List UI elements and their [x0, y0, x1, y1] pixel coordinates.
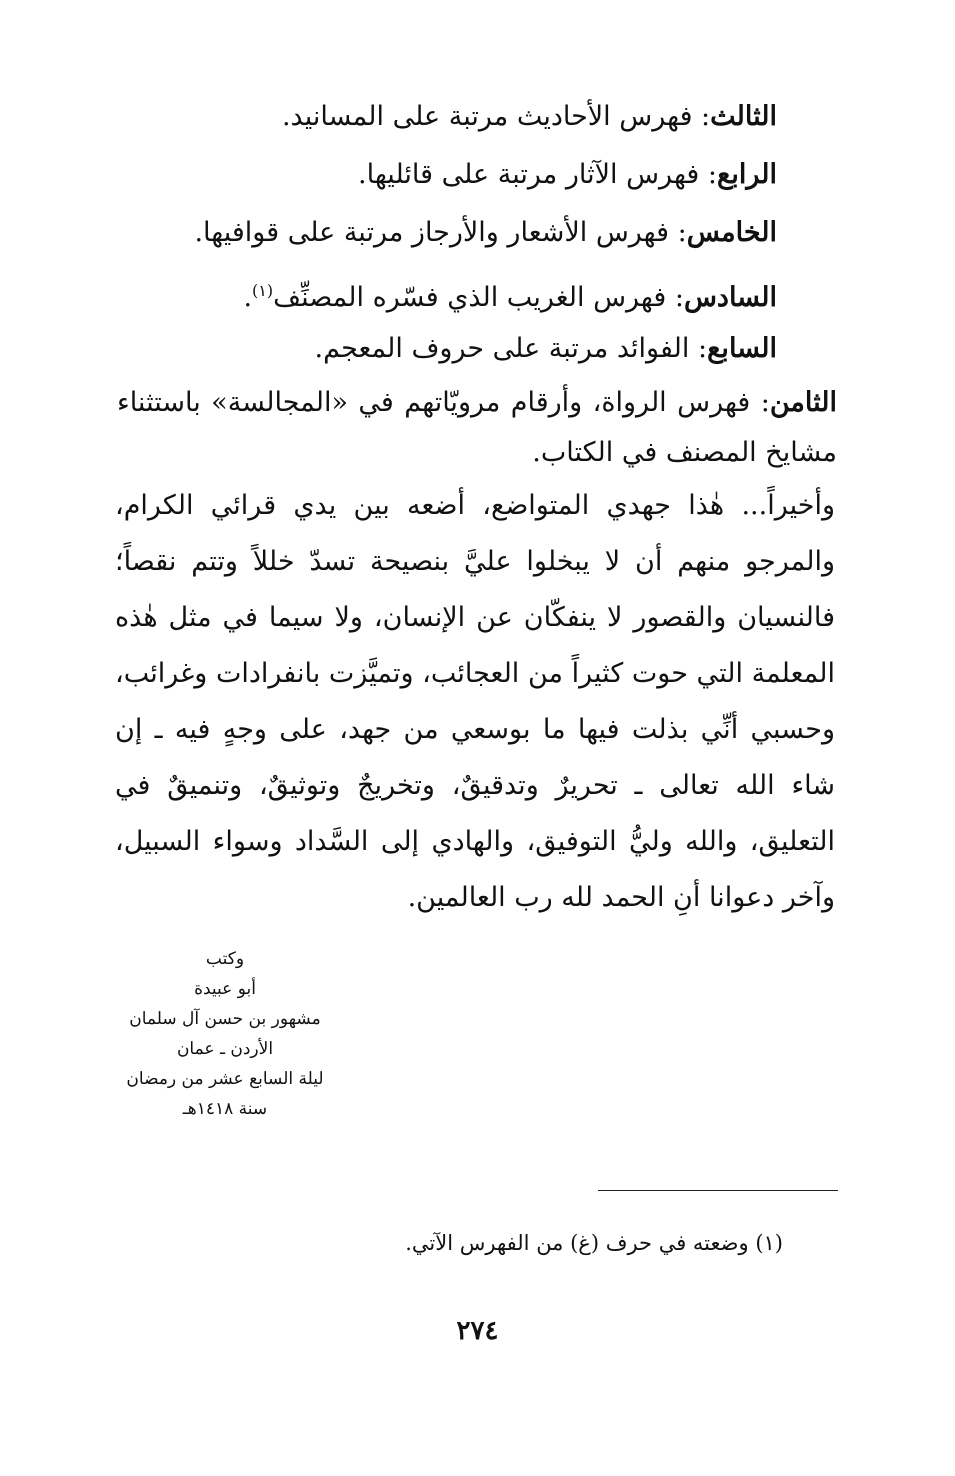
index-ordinal: السابع	[707, 333, 777, 364]
index-ordinal: الثالث	[710, 101, 777, 132]
footnote-marker: (١)	[755, 1231, 783, 1255]
index-item	[117, 88, 777, 146]
signature-place: الأردن ـ عمان	[176, 1039, 274, 1059]
index-ordinal: الثامن	[769, 387, 837, 418]
index-item	[117, 262, 777, 320]
index-text: : فهرس الأشعار والأرجاز مرتبة على قوافيها.	[194, 217, 687, 248]
index-item	[117, 146, 777, 204]
index-ordinal: الرابع	[716, 159, 777, 190]
index-text: : فهرس الآثار مرتبة على قائليها.	[358, 159, 717, 190]
index-ordinal: الخامس	[686, 217, 777, 248]
index-text: : فهرس الرواة، وأرقام مرويّاتهم في «المجالسة» باستثناء مشايخ المصنف في الكتاب.	[117, 387, 837, 468]
page-number: ٢٧٤	[456, 1316, 499, 1346]
signature-kunya: أبو عبيدة	[194, 979, 256, 999]
index-text: : فهرس الغريب الذي فسّره المصنِّف	[273, 282, 684, 313]
index-tail: .	[243, 282, 253, 313]
index-item	[117, 320, 777, 378]
index-ordinal: السادس	[683, 282, 777, 313]
signature-year: سنة ١٤١٨هـ	[182, 1099, 268, 1119]
footnote-reference[interactable]: (١)	[252, 281, 274, 300]
index-item	[117, 378, 837, 478]
index-text: : الفوائد مرتبة على حروف المعجم.	[314, 333, 708, 364]
signature-date: ليلة السابع عشر من رمضان	[126, 1069, 324, 1089]
index-list	[117, 88, 837, 478]
footnote	[405, 1226, 783, 1260]
signature-wrote: وكتب	[205, 949, 245, 969]
signature-name: مشهور بن حسن آل سلمان	[129, 1009, 321, 1029]
footnote-text: وضعته في حرف (غ) من الفهرس الآتي.	[405, 1231, 749, 1255]
footnote-separator	[598, 1190, 838, 1191]
index-text: : فهرس الأحاديث مرتبة على المسانيد.	[281, 101, 711, 132]
index-item	[117, 204, 777, 262]
closing-paragraph: وأخيراً... هٰذا جهدي المتواضع، أضعه بين يدي قرائي الكرام، والمرجو منهم أن لا يبخلوا عليَّ بنصيحة تسدّ خللاً وتتم نقصاً؛ فالنسيان والقصور لا ينفكّان عن الإنسان، ولا سيما في مثل هٰذه المعلمة التي حوت كثيراً من العجائب، وتميَّزت بانفرادات وغرائب، وحسبي أنِّي بذلت فيها ما بوسعي من جهد، على وجهٍ فيه ـ إن شاء الله تعالى ـ تحريرٌ وتدقيقٌ، وتخريجٌ وتوثيقٌ، وتنميقٌ في التعليق، والله وليُّ التوفيق، والهادي إلى السَّداد وسواء السبيل، وآخر دعوانا أنِ الحمد لله رب العالمين.	[115, 490, 835, 913]
signature-block	[120, 944, 330, 1124]
